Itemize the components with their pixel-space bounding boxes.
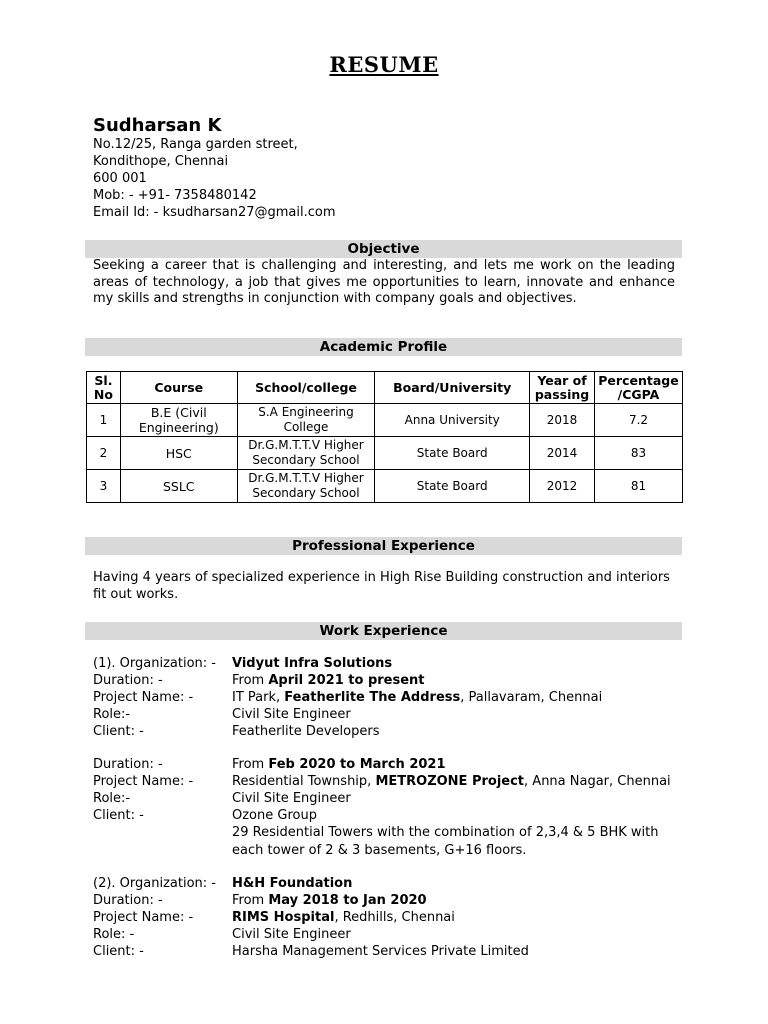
client-label: Client: -: [93, 944, 144, 959]
duration-value: April 2021 to present: [268, 673, 425, 688]
organization-name: H&H Foundation: [232, 876, 353, 891]
project-name: RIMS Hospital: [232, 910, 335, 925]
table-cell: SSLC: [120, 470, 237, 503]
table-cell: 1: [87, 404, 121, 437]
professional-heading: Professional Experience: [85, 537, 682, 555]
org2-organization-row: [93, 875, 693, 892]
objective-heading: Objective: [85, 240, 682, 258]
project-label: Project Name: -: [93, 774, 194, 789]
project-label: Project Name: -: [93, 910, 194, 925]
col-header: Year of passing: [530, 372, 595, 404]
table-row: [87, 470, 683, 503]
org1-project2-row: [93, 773, 693, 790]
table-header-row: [87, 372, 683, 404]
table-cell: 2012: [530, 470, 595, 503]
project-location: , Pallavaram, Chennai: [460, 690, 603, 705]
organization-name: Vidyut Infra Solutions: [232, 656, 393, 671]
client-value: Featherlite Developers: [232, 724, 380, 739]
role-label: Role:-: [93, 791, 131, 806]
duration-prefix: From: [232, 893, 269, 908]
org2-project-row: [93, 909, 693, 926]
duration-prefix: From: [232, 673, 269, 688]
role-value: Civil Site Engineer: [232, 927, 351, 942]
table-cell: 7.2: [594, 404, 682, 437]
table-cell: B.E (Civil Engineering): [120, 404, 237, 437]
organization-label: (1). Organization: -: [93, 656, 216, 671]
col-header: Course: [120, 372, 237, 404]
table-cell: 2: [87, 437, 121, 470]
table-cell: HSC: [120, 437, 237, 470]
academic-heading: Academic Profile: [85, 338, 682, 356]
col-header: School/college: [237, 372, 375, 404]
client-label: Client: -: [93, 808, 144, 823]
email: Email Id: - ksudharsan27@gmail.com: [93, 205, 336, 220]
org1-duration2-row: [93, 756, 693, 773]
table-cell: Dr.G.M.T.T.V Higher Secondary School: [237, 470, 375, 503]
professional-text: Having 4 years of specialized experience in High Rise Building construction and interiors fit out works.: [93, 570, 670, 602]
duration-label: Duration: -: [93, 757, 163, 772]
org1-duration-row: [93, 672, 693, 689]
work-heading: Work Experience: [85, 622, 682, 640]
client-value: Ozone Group: [232, 808, 317, 823]
project-prefix: Residential Township,: [232, 774, 376, 789]
duration-prefix: From: [232, 757, 269, 772]
org1-client-row: [93, 723, 693, 740]
table-row: [87, 404, 683, 437]
table-cell: S.A Engineering College: [237, 404, 375, 437]
org1-client2-row: [93, 807, 693, 824]
table-cell: State Board: [375, 470, 530, 503]
org2-duration-row: [93, 892, 693, 909]
address-line-1: No.12/25, Ranga garden street,: [93, 137, 298, 152]
org1-organization-row: [93, 655, 693, 672]
project-name: METROZONE Project: [375, 774, 525, 789]
duration-label: Duration: -: [93, 893, 163, 908]
table-cell: 2018: [530, 404, 595, 437]
contact-block: [93, 136, 336, 221]
address-line-2: Kondithope, Chennai: [93, 154, 229, 169]
project-prefix: IT Park,: [232, 690, 285, 705]
duration-value: Feb 2020 to March 2021: [268, 757, 446, 772]
organization-label: (2). Organization: -: [93, 876, 216, 891]
role-value: Civil Site Engineer: [232, 707, 351, 722]
work-experience-list: [93, 655, 693, 960]
project-location: , Redhills, Chennai: [334, 910, 455, 925]
col-header: Board/University: [375, 372, 530, 404]
table-cell: 3: [87, 470, 121, 503]
duration-label: Duration: -: [93, 673, 163, 688]
role-label: Role:-: [93, 707, 131, 722]
table-cell: State Board: [375, 437, 530, 470]
table-cell: 81: [594, 470, 682, 503]
table-cell: Anna University: [375, 404, 530, 437]
project-description: 29 Residential Towers with the combination of 2,3,4 & 5 BHK with each tower of 2 & 3 basements, G+16 floors.: [232, 825, 659, 858]
role-label: Role: -: [93, 927, 135, 942]
table-cell: Dr.G.M.T.T.V Higher Secondary School: [237, 437, 375, 470]
client-value: Harsha Management Services Private Limited: [232, 944, 529, 959]
academic-table: [86, 371, 683, 503]
candidate-name: Sudharsan K: [93, 115, 222, 136]
mobile: Mob: - +91- 7358480142: [93, 188, 257, 203]
org2-role-row: [93, 926, 693, 943]
objective-text: Seeking a career that is challenging and interesting, and lets me work on the leading areas of technology, a job that gives me opportunities to learn, innovate and enhance my skills and strengths in conjunction with company goals and objectives.: [93, 258, 675, 306]
resume-title: RESUME: [329, 52, 439, 77]
table-row: [87, 437, 683, 470]
col-header: Sl. No: [87, 372, 121, 404]
project-label: Project Name: -: [93, 690, 194, 705]
pincode: 600 001: [93, 171, 147, 186]
client-label: Client: -: [93, 724, 144, 739]
role-value: Civil Site Engineer: [232, 791, 351, 806]
duration-value: May 2018 to Jan 2020: [268, 893, 427, 908]
col-header: Percentage /CGPA: [594, 372, 682, 404]
org2-client-row: [93, 943, 693, 960]
project-location: , Anna Nagar, Chennai: [524, 774, 671, 789]
org1-role2-row: [93, 790, 693, 807]
table-cell: 83: [594, 437, 682, 470]
org1-role-row: [93, 706, 693, 723]
table-cell: 2014: [530, 437, 595, 470]
org1-project-row: [93, 689, 693, 706]
project-name: Featherlite The Address: [284, 690, 461, 705]
